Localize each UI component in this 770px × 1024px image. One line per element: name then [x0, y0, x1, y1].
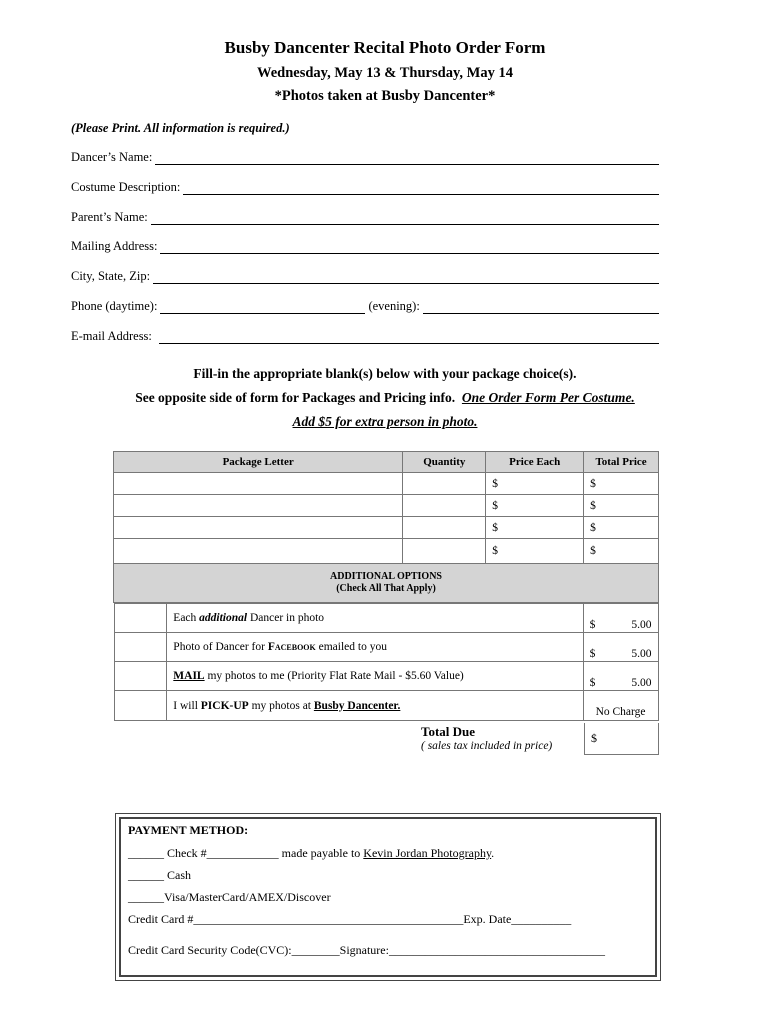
one-form-per-costume: One Order Form Per Costume.	[461, 390, 635, 405]
print-instructions: (Please Print. All information is required.)	[71, 121, 290, 135]
city-line[interactable]	[153, 272, 659, 284]
extra-person-note: Add $5 for extra person in photo.	[292, 414, 478, 429]
dollar-sign: $	[492, 545, 499, 557]
package-letter-cell[interactable]	[114, 539, 403, 564]
email-field[interactable]	[71, 329, 659, 344]
dollar-sign: $	[492, 499, 499, 512]
phone-evening-line[interactable]	[423, 302, 659, 314]
dancer-name-label: Dancer’s Name:	[71, 150, 153, 164]
payment-check-line[interactable]: ______ Check #____________ made payable to Kevin Jordan Photography.	[128, 846, 495, 860]
package-instruction-3	[0, 414, 770, 430]
security-signature-line[interactable]: Credit Card Security Code(CVC):________Signature:____________________________________	[128, 943, 605, 957]
option-facebook: Photo of Dancer for Facebook emailed to you	[167, 633, 583, 662]
header-package-letter: Package Letter	[114, 452, 403, 473]
recital-dates: Wednesday, May 13 & Thursday, May 14	[257, 65, 513, 81]
city-state-zip-field[interactable]	[71, 269, 659, 284]
facebook-emphasis: Facebook	[267, 641, 316, 653]
option-pickup: I will PICK-UP my photos at Busby Dancenter.	[167, 691, 583, 721]
option-price-additional-dancer: $ 5.00	[583, 604, 658, 633]
dollar-sign: $	[492, 477, 499, 490]
option-checkbox-pickup[interactable]	[114, 691, 167, 721]
package-instruction-1: Fill-in the appropriate blank(s) below with your package choice(s).	[193, 366, 577, 381]
total-price-cell[interactable]	[584, 495, 659, 517]
header-quantity: Quantity	[403, 452, 486, 473]
check-blank[interactable]: ______	[128, 846, 164, 860]
dancer-name-field[interactable]	[71, 150, 659, 165]
header-total-price: Total Price	[584, 452, 659, 473]
payee-name: Kevin Jordan Photography	[363, 846, 492, 860]
mailing-line[interactable]	[160, 242, 659, 254]
busby-dancenter-emphasis: Busby Dancenter.	[313, 699, 401, 712]
option-checkbox-mail[interactable]	[114, 662, 167, 691]
check-text: Check #____________ made payable to	[164, 846, 364, 860]
price-each-cell[interactable]	[486, 539, 584, 564]
price-each-cell[interactable]	[486, 495, 584, 517]
costume-field[interactable]	[71, 180, 659, 195]
mailing-label: Mailing Address:	[71, 239, 158, 253]
option-additional-dancer: Each additional Dancer in photo	[167, 604, 583, 633]
table-row	[114, 517, 659, 539]
table-header-row	[114, 452, 659, 473]
costume-line[interactable]	[183, 183, 659, 195]
total-price-cell[interactable]	[584, 517, 659, 539]
pricing-info-text: See opposite side of form for Packages and Pricing info.	[135, 390, 456, 405]
location-note: *Photos taken at Busby Dancenter*	[274, 88, 496, 104]
phone-day-label: Phone (daytime):	[71, 299, 158, 313]
package-letter-cell[interactable]	[114, 517, 403, 539]
package-letter-cell[interactable]	[114, 495, 403, 517]
parent-name-line[interactable]	[151, 213, 659, 225]
additional-emphasis: additional	[199, 612, 248, 624]
phone-field[interactable]	[71, 299, 659, 314]
dollar-sign: $	[590, 545, 596, 557]
package-instruction-2	[0, 390, 770, 406]
payment-cash-line[interactable]: ______ Cash	[128, 868, 191, 882]
parent-name-label: Parent’s Name:	[71, 210, 148, 224]
additional-options-subtitle: (Check All That Apply)	[336, 583, 436, 594]
phone-evening-label: (evening):	[368, 299, 420, 313]
table-row	[114, 473, 659, 495]
option-checkbox-additional-dancer[interactable]	[114, 604, 167, 633]
mailing-address-field[interactable]	[71, 239, 659, 254]
dollar-sign: $	[492, 521, 499, 534]
total-price-cell[interactable]	[584, 539, 659, 564]
email-label: E-mail Address:	[71, 329, 152, 343]
option-checkbox-facebook[interactable]	[114, 633, 167, 662]
option-row	[114, 603, 659, 722]
email-line[interactable]	[159, 332, 659, 344]
quantity-cell[interactable]	[403, 495, 486, 517]
mail-emphasis: MAIL	[173, 670, 205, 682]
option-price-mail: $ 5.00	[583, 662, 658, 691]
option-price-pickup: No Charge	[583, 691, 658, 721]
parent-name-field[interactable]	[71, 210, 659, 225]
dancer-name-line[interactable]	[155, 153, 659, 165]
package-letter-cell[interactable]	[114, 473, 403, 495]
costume-label: Costume Description:	[71, 180, 181, 194]
price-each-cell[interactable]	[486, 473, 584, 495]
credit-card-number-line[interactable]: Credit Card #_____________________________________________Exp. Date__________	[128, 912, 572, 926]
form-title: Busby Dancenter Recital Photo Order Form	[224, 38, 546, 57]
quantity-cell[interactable]	[403, 539, 486, 564]
dollar-sign: $	[591, 731, 597, 745]
quantity-cell[interactable]	[403, 473, 486, 495]
dollar-sign: $	[590, 521, 596, 534]
phone-day-line[interactable]	[160, 302, 365, 314]
payment-cards-line[interactable]: ______Visa/MasterCard/AMEX/Discover	[128, 890, 331, 904]
tax-note: ( sales tax included in price)	[421, 740, 553, 752]
dollar-sign: $	[590, 477, 596, 490]
pickup-emphasis: PICK-UP	[200, 699, 249, 712]
additional-options-header	[114, 564, 659, 603]
option-price-facebook: $ 5.00	[583, 633, 658, 662]
payment-method-title: PAYMENT METHOD:	[128, 823, 249, 837]
price-each-cell[interactable]	[486, 517, 584, 539]
city-label: City, State, Zip:	[71, 269, 151, 283]
additional-options-title: ADDITIONAL OPTIONS	[330, 571, 442, 582]
header-price-each: Price Each	[486, 452, 584, 473]
total-due-field[interactable]	[584, 723, 659, 755]
table-row	[114, 495, 659, 517]
order-table	[113, 451, 659, 721]
total-price-cell[interactable]	[584, 473, 659, 495]
dollar-sign: $	[590, 499, 596, 512]
quantity-cell[interactable]	[403, 517, 486, 539]
total-due-label: Total Due	[421, 724, 476, 739]
option-mail: MAIL my photos to me (Priority Flat Rate Mail - $5.60 Value)	[167, 662, 583, 691]
table-row	[114, 539, 659, 564]
